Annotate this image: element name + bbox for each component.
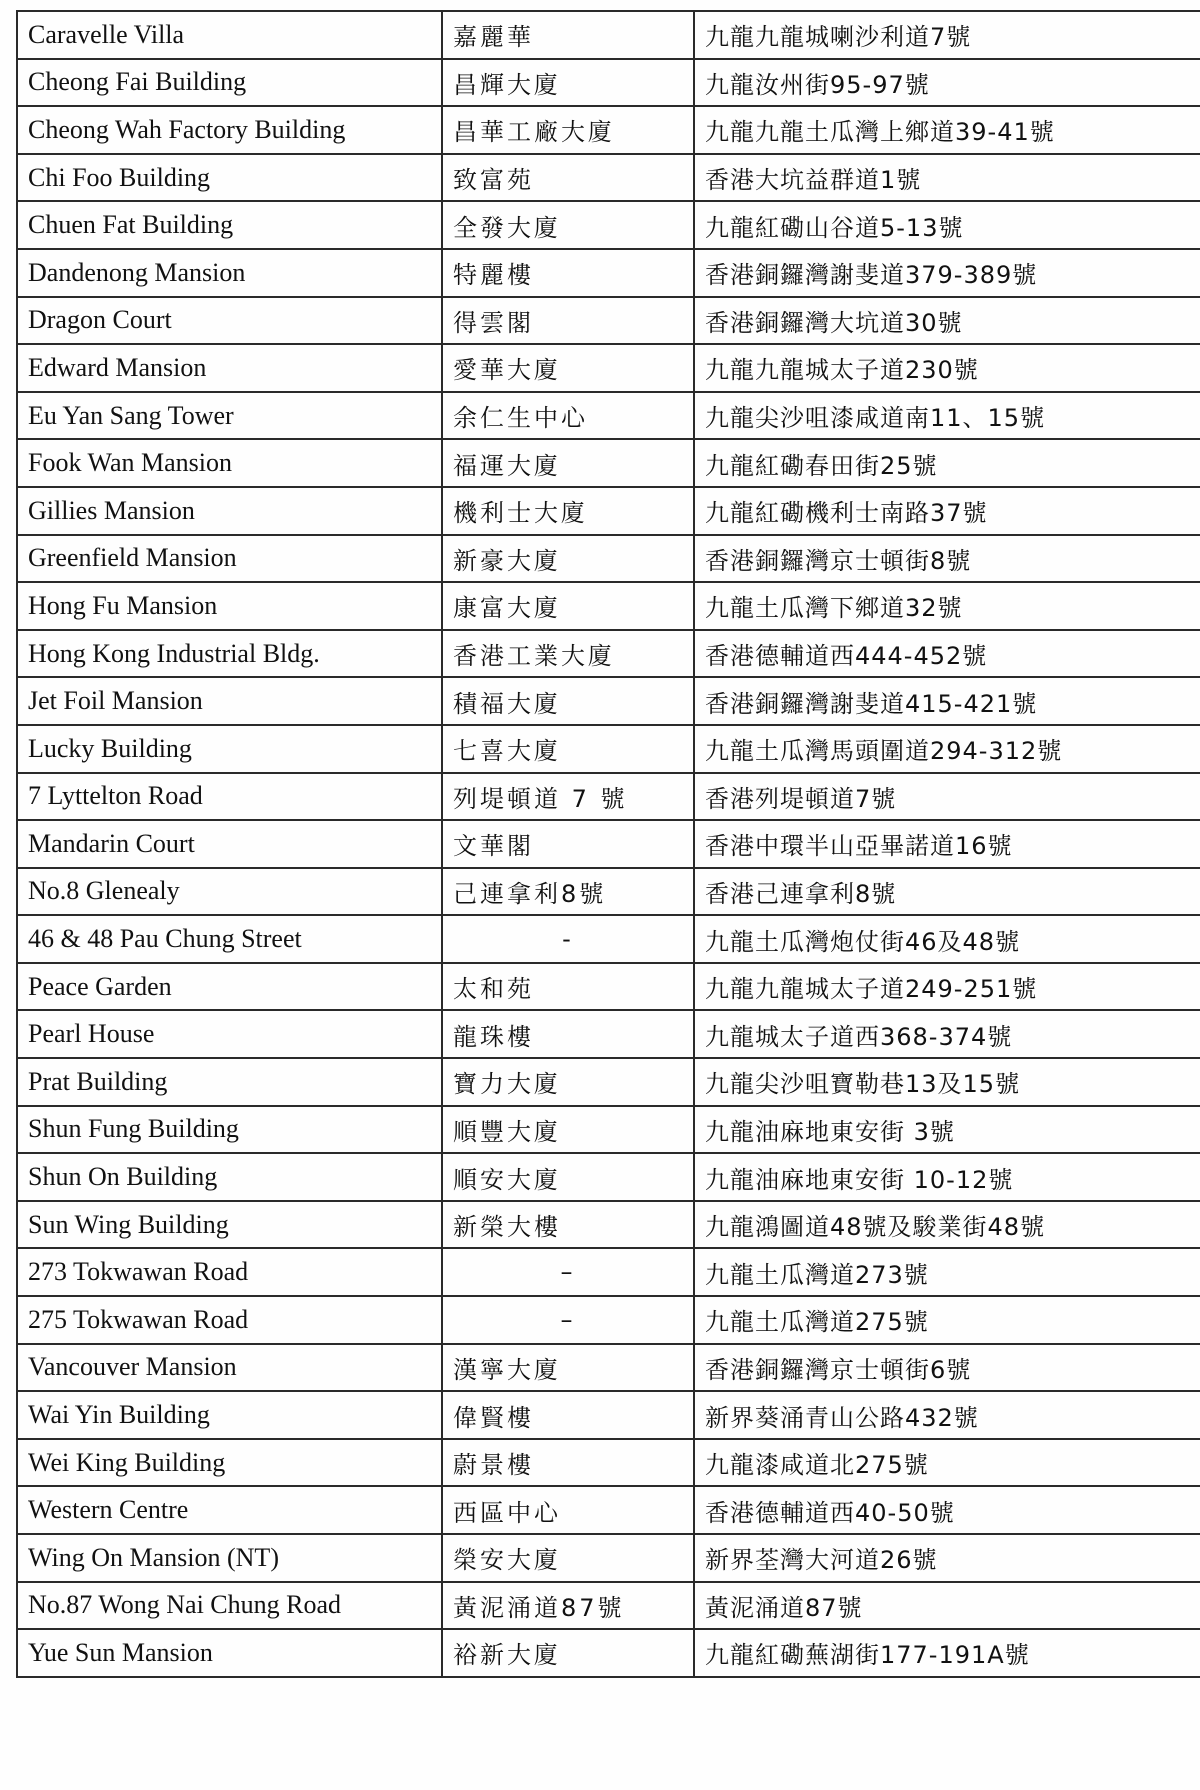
table-row	[17, 59, 1200, 107]
address-cell: 九龍油麻地東安街 3號	[694, 1106, 1200, 1154]
english-name-cell: No.87 Wong Nai Chung Road	[17, 1582, 442, 1630]
address-cell: 九龍土瓜灣道273號	[694, 1248, 1200, 1296]
chinese-name-cell: 積福大廈	[442, 677, 694, 725]
table-row	[17, 392, 1200, 440]
table-row	[17, 773, 1200, 821]
address-cell: 黃泥涌道87號	[694, 1582, 1200, 1630]
english-name-cell: Peace Garden	[17, 963, 442, 1011]
chinese-name-cell: 蔚景樓	[442, 1439, 694, 1487]
address-cell: 九龍紅磡春田街25號	[694, 439, 1200, 487]
address-cell: 香港銅鑼灣大坑道30號	[694, 297, 1200, 345]
address-cell: 九龍漆咸道北275號	[694, 1439, 1200, 1487]
english-name-cell: Wei King Building	[17, 1439, 442, 1487]
chinese-name-cell: 七喜大廈	[442, 725, 694, 773]
address-cell: 香港銅鑼灣謝斐道415-421號	[694, 677, 1200, 725]
chinese-name-cell: 順豐大廈	[442, 1106, 694, 1154]
chinese-name-cell: 漢寧大廈	[442, 1344, 694, 1392]
address-cell: 九龍城太子道西368-374號	[694, 1010, 1200, 1058]
table-row	[17, 11, 1200, 59]
chinese-name-cell: –	[442, 1296, 694, 1344]
address-cell: 香港列堤頓道7號	[694, 773, 1200, 821]
chinese-name-cell: 余仁生中心	[442, 392, 694, 440]
english-name-cell: Wai Yin Building	[17, 1391, 442, 1439]
address-cell: 九龍汝州街95-97號	[694, 59, 1200, 107]
chinese-name-cell: 偉賢樓	[442, 1391, 694, 1439]
english-name-cell: Gillies Mansion	[17, 487, 442, 535]
chinese-name-cell: 黃泥涌道87號	[442, 1582, 694, 1630]
english-name-cell: Cheong Fai Building	[17, 59, 442, 107]
table-row	[17, 1153, 1200, 1201]
table-row	[17, 535, 1200, 583]
english-name-cell: 275 Tokwawan Road	[17, 1296, 442, 1344]
english-name-cell: 46 & 48 Pau Chung Street	[17, 915, 442, 963]
english-name-cell: Wing On Mansion (NT)	[17, 1534, 442, 1582]
table-row	[17, 249, 1200, 297]
chinese-name-cell: 致富苑	[442, 154, 694, 202]
table-row	[17, 1582, 1200, 1630]
chinese-name-cell: 昌華工廠大廈	[442, 106, 694, 154]
chinese-name-cell: 西區中心	[442, 1486, 694, 1534]
table-row	[17, 677, 1200, 725]
chinese-name-cell: 太和苑	[442, 963, 694, 1011]
table-row	[17, 820, 1200, 868]
address-cell: 九龍土瓜灣炮仗街46及48號	[694, 915, 1200, 963]
chinese-name-cell: 文華閣	[442, 820, 694, 868]
english-name-cell: 273 Tokwawan Road	[17, 1248, 442, 1296]
address-cell: 香港己連拿利8號	[694, 868, 1200, 916]
table-row	[17, 868, 1200, 916]
address-cell: 香港大坑益群道1號	[694, 154, 1200, 202]
address-cell: 九龍油麻地東安街 10-12號	[694, 1153, 1200, 1201]
chinese-name-cell: 得雲閣	[442, 297, 694, 345]
table-row	[17, 106, 1200, 154]
address-cell: 新界荃灣大河道26號	[694, 1534, 1200, 1582]
address-cell: 九龍尖沙咀漆咸道南11、15號	[694, 392, 1200, 440]
address-cell: 九龍九龍土瓜灣上鄉道39-41號	[694, 106, 1200, 154]
english-name-cell: No.8 Glenealy	[17, 868, 442, 916]
chinese-name-cell: 全發大廈	[442, 201, 694, 249]
chinese-name-cell: 香港工業大廈	[442, 630, 694, 678]
table-row	[17, 487, 1200, 535]
chinese-name-cell: 寶力大廈	[442, 1058, 694, 1106]
address-cell: 香港銅鑼灣謝斐道379-389號	[694, 249, 1200, 297]
address-cell: 九龍鴻圖道48號及駿業街48號	[694, 1201, 1200, 1249]
english-name-cell: Dragon Court	[17, 297, 442, 345]
english-name-cell: Sun Wing Building	[17, 1201, 442, 1249]
table-row	[17, 1391, 1200, 1439]
chinese-name-cell: 愛華大廈	[442, 344, 694, 392]
address-cell: 九龍紅磡蕪湖街177-191A號	[694, 1629, 1200, 1677]
address-cell: 九龍土瓜灣道275號	[694, 1296, 1200, 1344]
table-row	[17, 1248, 1200, 1296]
table-row	[17, 201, 1200, 249]
chinese-name-cell: 特麗樓	[442, 249, 694, 297]
english-name-cell: Fook Wan Mansion	[17, 439, 442, 487]
address-cell: 九龍九龍城喇沙利道7號	[694, 11, 1200, 59]
chinese-name-cell: 康富大廈	[442, 582, 694, 630]
english-name-cell: Cheong Wah Factory Building	[17, 106, 442, 154]
chinese-name-cell: 機利士大廈	[442, 487, 694, 535]
table-row	[17, 1058, 1200, 1106]
chinese-name-cell: 榮安大廈	[442, 1534, 694, 1582]
address-cell: 香港中環半山亞畢諾道16號	[694, 820, 1200, 868]
building-address-table	[16, 10, 1200, 1678]
table-row	[17, 439, 1200, 487]
address-cell: 九龍尖沙咀寶勒巷13及15號	[694, 1058, 1200, 1106]
english-name-cell: Chi Foo Building	[17, 154, 442, 202]
english-name-cell: Lucky Building	[17, 725, 442, 773]
english-name-cell: Eu Yan Sang Tower	[17, 392, 442, 440]
table-row	[17, 344, 1200, 392]
english-name-cell: Western Centre	[17, 1486, 442, 1534]
table-row	[17, 154, 1200, 202]
english-name-cell: Shun Fung Building	[17, 1106, 442, 1154]
table-row	[17, 1534, 1200, 1582]
table-row	[17, 630, 1200, 678]
address-cell: 新界葵涌青山公路432號	[694, 1391, 1200, 1439]
address-cell: 香港銅鑼灣京士頓街6號	[694, 1344, 1200, 1392]
table-body	[17, 11, 1200, 1677]
table-row	[17, 915, 1200, 963]
chinese-name-cell: 龍珠樓	[442, 1010, 694, 1058]
address-cell: 香港德輔道西40-50號	[694, 1486, 1200, 1534]
chinese-name-cell: –	[442, 1248, 694, 1296]
address-cell: 九龍紅磡機利士南路37號	[694, 487, 1200, 535]
chinese-name-cell: 嘉麗華	[442, 11, 694, 59]
english-name-cell: Hong Fu Mansion	[17, 582, 442, 630]
table-row	[17, 1344, 1200, 1392]
english-name-cell: Mandarin Court	[17, 820, 442, 868]
address-cell: 九龍土瓜灣下鄉道32號	[694, 582, 1200, 630]
table-row	[17, 963, 1200, 1011]
english-name-cell: Prat Building	[17, 1058, 442, 1106]
english-name-cell: Edward Mansion	[17, 344, 442, 392]
english-name-cell: Vancouver Mansion	[17, 1344, 442, 1392]
english-name-cell: Greenfield Mansion	[17, 535, 442, 583]
table-row	[17, 1106, 1200, 1154]
english-name-cell: Dandenong Mansion	[17, 249, 442, 297]
english-name-cell: Jet Foil Mansion	[17, 677, 442, 725]
chinese-name-cell: 己連拿利8號	[442, 868, 694, 916]
address-cell: 九龍九龍城太子道249-251號	[694, 963, 1200, 1011]
table-row	[17, 1010, 1200, 1058]
table-row	[17, 725, 1200, 773]
chinese-name-cell: 新豪大廈	[442, 535, 694, 583]
english-name-cell: Yue Sun Mansion	[17, 1629, 442, 1677]
chinese-name-cell: 列堤頓道 7 號	[442, 773, 694, 821]
chinese-name-cell: -	[442, 915, 694, 963]
english-name-cell: Shun On Building	[17, 1153, 442, 1201]
english-name-cell: Chuen Fat Building	[17, 201, 442, 249]
table-row	[17, 1629, 1200, 1677]
table-row	[17, 297, 1200, 345]
address-cell: 九龍土瓜灣馬頭圍道294-312號	[694, 725, 1200, 773]
chinese-name-cell: 順安大廈	[442, 1153, 694, 1201]
chinese-name-cell: 昌輝大廈	[442, 59, 694, 107]
table-row	[17, 1201, 1200, 1249]
chinese-name-cell: 新榮大樓	[442, 1201, 694, 1249]
address-cell: 九龍紅磡山谷道5-13號	[694, 201, 1200, 249]
chinese-name-cell: 福運大廈	[442, 439, 694, 487]
table-row	[17, 1486, 1200, 1534]
english-name-cell: Hong Kong Industrial Bldg.	[17, 630, 442, 678]
table-row	[17, 1296, 1200, 1344]
table-row	[17, 582, 1200, 630]
address-cell: 香港德輔道西444-452號	[694, 630, 1200, 678]
address-cell: 九龍九龍城太子道230號	[694, 344, 1200, 392]
english-name-cell: 7 Lyttelton Road	[17, 773, 442, 821]
english-name-cell: Caravelle Villa	[17, 11, 442, 59]
chinese-name-cell: 裕新大廈	[442, 1629, 694, 1677]
address-cell: 香港銅鑼灣京士頓街8號	[694, 535, 1200, 583]
table-row	[17, 1439, 1200, 1487]
english-name-cell: Pearl House	[17, 1010, 442, 1058]
